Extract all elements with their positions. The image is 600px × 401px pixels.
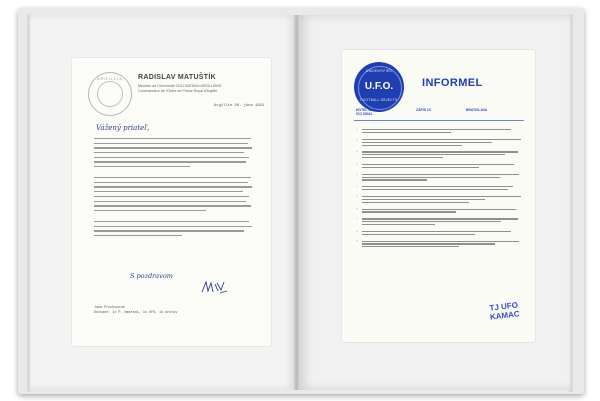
header-small-line: IČO 08041	[356, 112, 373, 117]
greeting: Vážený priateľ,	[96, 124, 150, 132]
club-stamp: TJ UFO KAMAC	[489, 300, 521, 322]
bullet-list	[356, 128, 524, 252]
argillia-seal-icon	[88, 72, 132, 116]
list-item: -	[356, 173, 524, 183]
book-spine	[294, 15, 300, 390]
header-small-line: HOTEL CITY	[356, 108, 377, 112]
ufo-logo-icon	[354, 62, 404, 112]
sender-name: RADISLAV MATUŠTÍK	[138, 74, 216, 81]
sender-subtitle	[138, 84, 266, 93]
sender-subtitle-line: Member de l'Université OULI-BATAVIA ARGILLIENS	[138, 84, 222, 88]
header-small-c: BRATISLAVA	[466, 108, 488, 112]
list-item: -	[356, 217, 524, 227]
letter-right	[342, 50, 535, 342]
ufo-logo-bottom-text: FOOTBALL OBJECTS	[360, 98, 398, 102]
ufo-logo-top-text: UNIDENTIFIED	[366, 69, 392, 73]
letterhead-title: INFORMEL	[422, 77, 483, 89]
letter-body-text	[94, 138, 254, 240]
place-date: Argillie 28. júna 1991	[214, 104, 265, 108]
list-item: -	[356, 207, 524, 214]
seal-text: ARGILLIA	[96, 76, 123, 81]
list-item: -	[356, 138, 524, 148]
cc-line: Jana Prochocová	[94, 306, 125, 310]
signature-icon	[200, 278, 228, 296]
list-item: -	[356, 185, 524, 192]
list-item: -	[356, 239, 524, 249]
closing: S pozdravom	[130, 272, 173, 280]
list-item: -	[356, 128, 524, 135]
sender-subtitle-line: Commandeur de l'Ordre de Prince Royal d'Argillie	[138, 88, 218, 93]
list-item: -	[356, 195, 524, 205]
header-small-a	[356, 108, 376, 116]
letter-left	[72, 58, 271, 346]
cc-line: Dostane: 1x P. Nemrani, 1x UFO, 1x archív	[94, 311, 178, 315]
cc-block	[94, 306, 254, 316]
list-item: -	[356, 150, 524, 160]
header-small-b: ZÁPIS 15	[416, 108, 431, 112]
list-item: -	[356, 163, 524, 170]
list-item: -	[356, 230, 524, 237]
header-rule	[354, 120, 524, 121]
ufo-logo-center-text: U.F.O.	[364, 81, 394, 92]
